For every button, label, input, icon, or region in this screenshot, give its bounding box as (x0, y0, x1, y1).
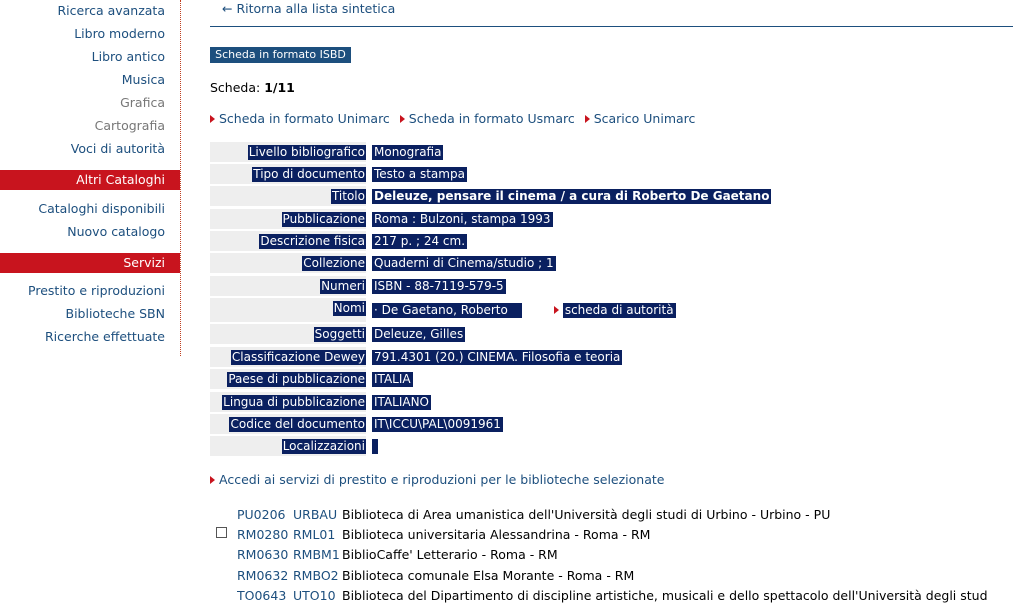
library-code-link[interactable]: PU0206 (237, 507, 286, 522)
field-label: Titolo (210, 186, 366, 206)
usmarc-link[interactable]: Scheda in formato Usmarc (400, 111, 575, 126)
nav-libro-moderno[interactable]: Libro moderno (74, 26, 165, 41)
divider (210, 26, 1013, 27)
field-label: Paese di pubblicazione (210, 369, 366, 389)
back-to-list-link[interactable]: ← Ritorna alla lista sintetica (222, 1, 396, 16)
library-code-link[interactable]: TO0643 (237, 588, 287, 603)
field-label: Nomi (210, 298, 366, 322)
list-item (237, 588, 1013, 603)
names-value (372, 300, 676, 320)
isbd-format-button[interactable]: Scheda in formato ISBD (210, 47, 351, 63)
library-select-checkbox[interactable] (216, 527, 227, 538)
nav-voci-autorita[interactable]: Voci di autorità (70, 141, 165, 156)
field-value: Roma : Bulzoni, stampa 1993 (374, 212, 551, 226)
library-code-link[interactable]: UTO10 (293, 588, 336, 603)
library-code-link[interactable]: RML01 (293, 527, 336, 542)
red-arrow-icon (210, 115, 215, 123)
title-value: Deleuze, pensare il cinema / a cura di Roberto De Gaetano (374, 189, 770, 203)
field-value: Monografia (374, 145, 442, 159)
red-arrow-icon (210, 476, 215, 484)
field-value: Testo a stampa (374, 167, 465, 181)
section-servizi: Servizi (0, 253, 180, 273)
field-value (372, 436, 378, 456)
field-value[interactable]: Deleuze, Gilles (374, 327, 464, 341)
field-value: IT\ICCU\PAL\0091961 (374, 417, 501, 431)
library-name: Biblioteca di Area umanistica dell'Università degli studi di Urbino - Urbino - PU (342, 507, 831, 522)
nav-libro-antico[interactable]: Libro antico (91, 49, 165, 64)
red-arrow-icon (585, 115, 590, 123)
library-name: Biblioteca universitaria Alessandrina - Roma - RM (342, 527, 651, 542)
list-item (237, 507, 830, 522)
nav-grafica[interactable]: Grafica (120, 95, 165, 110)
field-label: Tipo di documento (210, 164, 366, 184)
format-links (210, 111, 695, 126)
field-label: Pubblicazione (210, 209, 366, 229)
scarico-unimarc-link[interactable]: Scarico Unimarc (585, 111, 696, 126)
field-value[interactable]: 791.4301 (20.) CINEMA. Filosofia e teoria (374, 350, 621, 364)
field-value: Quaderni di Cinema/studio ; 1 (374, 256, 554, 270)
scheda-counter (210, 80, 295, 95)
library-code-link[interactable]: URBAU (293, 507, 338, 522)
unimarc-link[interactable]: Scheda in formato Unimarc (210, 111, 390, 126)
services-link[interactable]: Accedi ai servizi di prestito e riproduzioni per le biblioteche selezionate (210, 472, 664, 487)
library-code-link[interactable]: RMBM1 (293, 547, 340, 562)
author-name-link[interactable]: · De Gaetano, Roberto (372, 303, 522, 318)
library-code-link[interactable]: RMBO2 (293, 568, 339, 583)
nav-nuovo-catalogo[interactable]: Nuovo catalogo (67, 224, 165, 239)
list-item (237, 547, 558, 562)
nav-musica[interactable]: Musica (121, 72, 165, 87)
library-code-link[interactable]: RM0280 (237, 527, 289, 542)
field-label: Lingua di pubblicazione (210, 392, 366, 412)
field-label: Livello bibliografico (210, 142, 366, 162)
field-value: ITALIANO (374, 395, 430, 409)
field-value: ITALIA (374, 372, 411, 386)
main-content (210, 0, 1013, 605)
red-arrow-icon (400, 115, 405, 123)
authority-record-link[interactable]: scheda di autorità (564, 303, 674, 317)
nav-cataloghi-disponibili[interactable]: Cataloghi disponibili (38, 201, 165, 216)
nav-prestito-riproduzioni[interactable]: Prestito e riproduzioni (28, 283, 165, 298)
field-label: Collezione (210, 253, 366, 273)
field-value: ISBN - 88-7119-579-5 (374, 279, 504, 293)
field-label: Codice del documento (210, 414, 366, 434)
field-value: 217 p. ; 24 cm. (374, 234, 466, 248)
library-name: Biblioteca comunale Elsa Morante - Roma - RM (342, 568, 635, 583)
field-label: Soggetti (210, 324, 366, 344)
library-name: Biblioteca del Dipartimento di discipline artistiche, musicali e dello spettacolo dell'Università degli stud (342, 588, 988, 603)
list-item (237, 568, 634, 583)
list-item (237, 527, 650, 542)
field-label: Descrizione fisica (210, 231, 366, 251)
field-label: Classificazione Dewey (210, 347, 366, 367)
field-label: Localizzazioni (210, 436, 366, 456)
library-code-link[interactable]: RM0630 (237, 547, 289, 562)
scheda-value: 1/11 (264, 80, 295, 95)
nav-ricerca-avanzata[interactable]: Ricerca avanzata (57, 3, 165, 18)
nav-cartografia[interactable]: Cartografia (94, 118, 165, 133)
scheda-label: Scheda: (210, 80, 261, 95)
sidebar (0, 0, 181, 356)
library-code-link[interactable]: RM0632 (237, 568, 289, 583)
section-altri-cataloghi: Altri Cataloghi (0, 170, 180, 190)
nav-ricerche-effettuate[interactable]: Ricerche effettuate (44, 329, 165, 344)
field-label: Numeri (210, 276, 366, 296)
red-arrow-icon (554, 306, 559, 314)
nav-biblioteche-sbn[interactable]: Biblioteche SBN (65, 306, 165, 321)
library-name: BiblioCaffe' Letterario - Roma - RM (342, 547, 558, 562)
